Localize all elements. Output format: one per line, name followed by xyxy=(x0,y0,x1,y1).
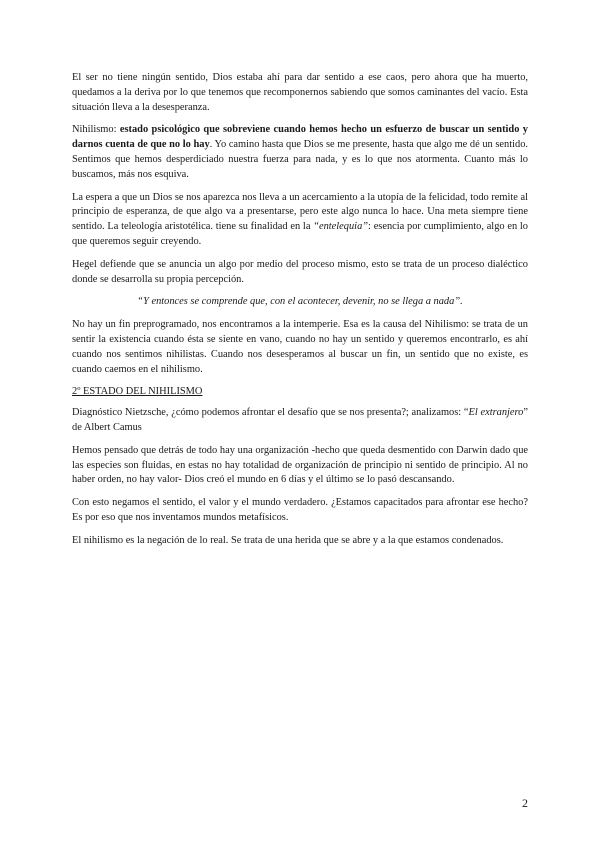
esperanza-text-b: : esencia por cumplimiento, algo en lo que queremos seguir creyendo. xyxy=(72,221,528,247)
diagnostico-text-b: ” de Albert Camus xyxy=(72,407,528,433)
entelequia-term: “entelequia” xyxy=(313,221,369,233)
esperanza-text-a: La espera a que un Dios se nos aparezca nos lleva a un acercamiento a la utopía de la felicidad, todo remite al principio de esperanza, de que algo va a presentarse, pero este algo nunca lo hace. Una meta siempre tiene sentido. La teleología aristotélica. tiene su finalidad en la xyxy=(72,191,528,233)
definition-bold: estado psicológico que sobreviene cuando hemos hecho un esfuerzo de buscar un sentido y darnos cuenta de que no lo hay xyxy=(72,124,528,151)
paragraph-esperanza xyxy=(72,191,528,250)
paragraph-darwin: Hemos pensado que detrás de todo hay una organización -hecho que queda desmentido con Darwin dado que las especies son fluidas, en estas no hay totalidad de organización de principio ni sentido de principio. Al no haber orden, no hay valor- Dios creó el mundo en 6 días y el último se lo pasó descansando. xyxy=(72,444,528,486)
paragraph-negacion-sentido: Con esto negamos el sentido, el valor y el mundo verdadero. ¿Estamos capacitados para afrontar ese hecho? Es por eso que nos inventamos mundos metafísicos. xyxy=(72,497,528,523)
quote: “Y entonces se comprende que, con el acontecer, devenir, no se llega a nada”. xyxy=(137,296,463,308)
book-title: El extranjero xyxy=(468,407,524,419)
paragraph-1: El ser no tiene ningún sentido, Dios estaba ahí para dar sentido a ese caos, pero ahora que ha muerto, quedamos a la deriva por lo que tenemos que recomponernos sabiendo que somos caminantes del vacío. Esta situación lleva a la desesperanza. xyxy=(72,72,528,113)
section-heading: 2º ESTADO DEL NIHILISMO xyxy=(72,386,203,398)
definition-rest: . Yo camino hasta que Dios se me presente, hasta que algo me dé un sentido. Sentimos que hemos desperdiciado nuestra fuerza para nada, y es lo que nos atormenta. Cuanto más lo buscamos, más nos esquiva. xyxy=(72,139,528,180)
page-body xyxy=(72,71,528,557)
paragraph-intemperie: No hay un fin preprogramado, nos encontramos a la intemperie. Esa es la causa del Nihilismo: se trata de un sentir la existencia cuando ésta se siente en vano, cuando no hay un sentido y queremos encontrarlo, es ahí cuando nos sentimos nihilistas. Cuando nos desesperamos al buscar un fin, un sentido que no existe, es cuando caemos en el nihilismo. xyxy=(72,319,528,375)
definition-term: Nihilismo: xyxy=(72,124,120,136)
paragraph-conclusion: El nihilismo es la negación de lo real. Se trata de una herida que se abre y a la que estamos condenados. xyxy=(72,534,504,546)
page-number: 2 xyxy=(522,796,528,810)
paragraph-hegel: Hegel defiende que se anuncia un algo por medio del proceso mismo, esto se trata de un proceso dialéctico donde se desarrolla su propia percepción. xyxy=(72,258,528,285)
diagnostico-text-a: Diagnóstico Nietzsche, ¿cómo podemos afrontar el desafío que se nos presenta?; analizamos: “ xyxy=(72,407,469,419)
paragraph-nihilism-definition xyxy=(72,123,528,182)
paragraph-diagnostico xyxy=(72,406,528,436)
